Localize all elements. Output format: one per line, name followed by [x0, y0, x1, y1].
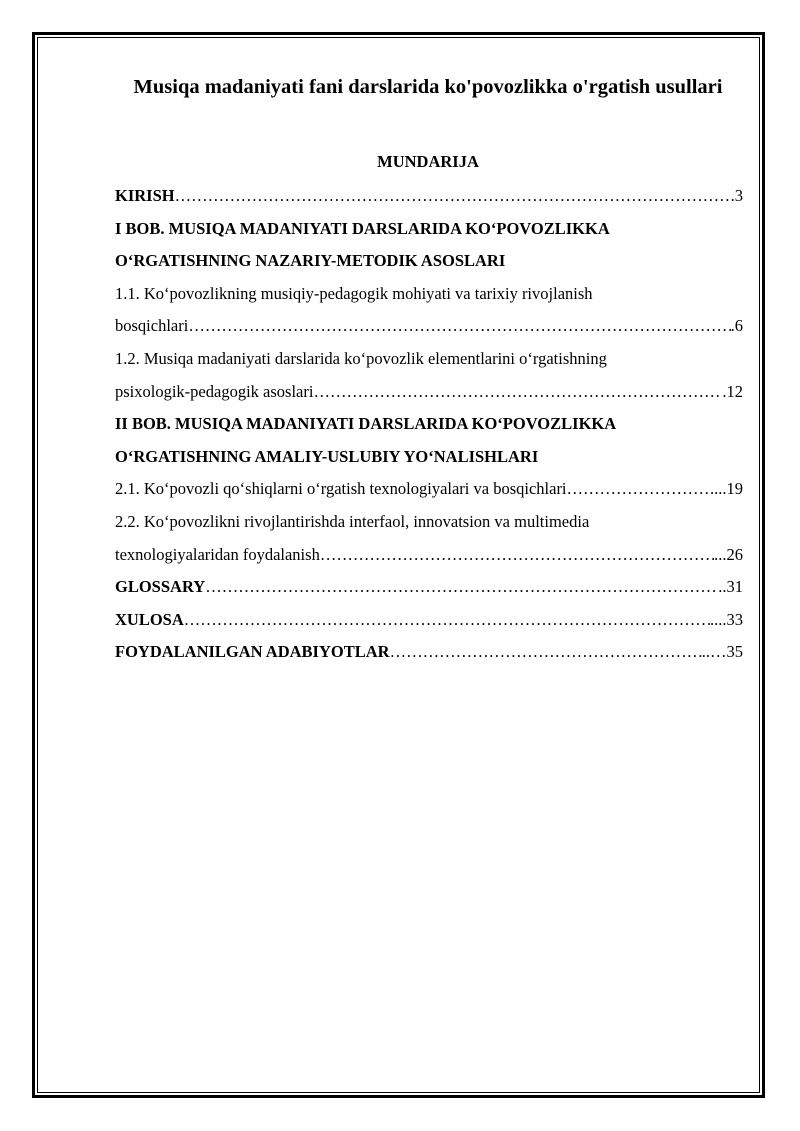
toc-entry-label: 2.1. Ko‘povozli qo‘shiqlarni o‘rgatish texnologiyalari va bosqichlari	[115, 479, 567, 499]
toc-chapter-2-line-2[interactable]: O‘RGATISHNING AMALIY-USLUBIY YO‘NALISHLARI	[115, 446, 539, 466]
toc-entry-label: KIRISH	[115, 186, 175, 205]
table-of-contents	[115, 180, 743, 669]
toc-entry-label: bosqichlari	[115, 316, 189, 336]
toc-section-1-2-line-1[interactable]: 1.2. Musiqa madaniyati darslarida ko‘povozlik elementlarini o‘rgatishning	[115, 348, 607, 368]
toc-entry-kirish[interactable]	[115, 180, 743, 213]
toc-chapter-1-line-2[interactable]: O‘RGATISHNING NAZARIY-METODIK ASOSLARI	[115, 251, 506, 271]
toc-section-2-2-line-1[interactable]: 2.2. Ko‘povozlikni rivojlantirishda interfaol, innovatsion va multimedia	[115, 511, 590, 531]
toc-page-number: ....19	[710, 479, 743, 499]
toc-entry-label: FOYDALANILGAN ADABIYOTLAR	[115, 642, 390, 662]
toc-page-number: .12	[722, 381, 743, 401]
toc-leader-dots	[390, 636, 702, 669]
toc-leader-dots	[184, 604, 710, 637]
toc-chapter-2-line-1[interactable]: II BOB. MUSIQA MADANIYATI DARSLARIDA KO‘POVOZLIKKA	[115, 414, 617, 434]
toc-entry-glossary[interactable]	[115, 571, 743, 604]
toc-entry-xulosa[interactable]	[115, 604, 743, 637]
toc-page-number: ...26	[714, 544, 743, 564]
toc-entry-section-1-2[interactable]	[115, 376, 743, 409]
toc-entry-section-2-2[interactable]	[115, 539, 743, 572]
toc-entry-label: XULOSA	[115, 609, 184, 629]
toc-section-1-1-line-1[interactable]: 1.1. Ko‘povozlikning musiqiy-pedagogik mohiyati va tarixiy rivojlanish	[115, 283, 593, 303]
toc-page-number: ..…35	[701, 642, 743, 662]
toc-entry-label: texnologiyalaridan foydalanish	[115, 544, 320, 564]
toc-leader-dots	[188, 310, 730, 343]
toc-entry-label: GLOSSARY	[115, 577, 206, 597]
toc-entry-section-2-1[interactable]	[115, 473, 743, 506]
toc-page-number: ..31	[718, 577, 743, 597]
toc-leader-dots	[320, 539, 714, 572]
toc-chapter-1-line-1[interactable]: I BOB. MUSIQA MADANIYATI DARSLARIDA KO‘POVOZLIKKA	[115, 218, 610, 238]
toc-entry-section-1-1[interactable]	[115, 310, 743, 343]
toc-entry-label: psixologik-pedagogik asoslari	[115, 381, 314, 401]
toc-leader-dots	[205, 571, 718, 604]
toc-leader-dots	[567, 473, 710, 506]
toc-heading: MUNDARIJA	[377, 152, 479, 171]
toc-page-number: .3	[730, 186, 743, 205]
toc-leader-dots	[313, 376, 722, 409]
document-title: Musiqa madaniyati fani darslarida ko'povozlikka o'rgatish usullari	[133, 76, 723, 98]
toc-leader-dots	[175, 180, 731, 213]
toc-page-number: .6	[730, 316, 743, 336]
toc-entry-adabiyotlar[interactable]	[115, 636, 743, 669]
toc-page-number: ....33	[710, 609, 743, 629]
